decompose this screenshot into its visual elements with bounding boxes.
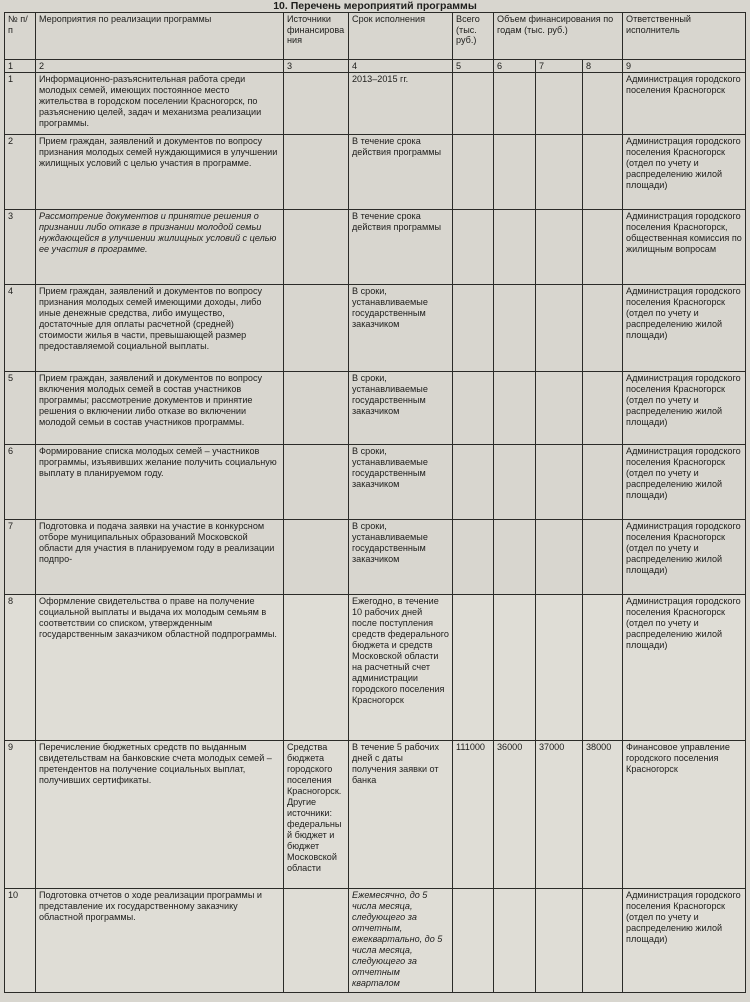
row-y1 [494, 372, 536, 445]
row-num: 5 [5, 372, 36, 445]
row-event: Прием граждан, заявлений и документов по вопросу включения молодых семей в состав участников программы; рассмотрение документов и принятие решения о включении либо отказе во включении молодой семьи в состав участников программы. [36, 372, 284, 445]
header-num: № п/п [5, 13, 36, 60]
row-y1 [494, 445, 536, 520]
row-source [284, 285, 349, 372]
header-row [5, 13, 746, 60]
table-row [5, 210, 746, 285]
row-source: Средства бюджета городского поселения Красногорск. Другие источники: федеральный бюджет и бюджет Московской области [284, 741, 349, 889]
row-y1 [494, 135, 536, 210]
row-num: 4 [5, 285, 36, 372]
row-responsible: Финансовое управление городского поселения Красногорск [623, 741, 746, 889]
header-term: Срок исполнения [349, 13, 453, 60]
row-source [284, 372, 349, 445]
header-event: Мероприятия по реализации программы [36, 13, 284, 60]
page-title: 10. Перечень мероприятий программы [273, 0, 477, 12]
table-row [5, 741, 746, 889]
row-source [284, 889, 349, 993]
row-y2 [536, 520, 583, 595]
table-row [5, 595, 746, 741]
row-event: Рассмотрение документов и принятие решения о признании либо отказе в признании молодой семьи нуждающейся в улучшении жилищных условий с целью ее участия в программе. [36, 210, 284, 285]
row-term: В течение 5 рабочих дней с даты получения заявки от банка [349, 741, 453, 889]
col-number: 2 [36, 60, 284, 73]
row-num: 1 [5, 73, 36, 135]
row-term: В сроки, устанавливаемые государственным заказчиком [349, 520, 453, 595]
row-y1 [494, 889, 536, 993]
col-number: 4 [349, 60, 453, 73]
row-term: В течение срока действия программы [349, 135, 453, 210]
row-y3 [583, 73, 623, 135]
row-responsible: Администрация городского поселения Красногорск (отдел по учету и распределению жилой площади) [623, 285, 746, 372]
row-y3 [583, 285, 623, 372]
row-total [453, 889, 494, 993]
header-total: Всего (тыс. руб.) [453, 13, 494, 60]
row-responsible: Администрация городского поселения Красногорск, общественная комиссия по жилищным вопросам [623, 210, 746, 285]
column-number-row [5, 60, 746, 73]
row-y2 [536, 73, 583, 135]
col-number: 3 [284, 60, 349, 73]
row-y1 [494, 595, 536, 741]
row-y3 [583, 135, 623, 210]
row-total: 111000 [453, 741, 494, 889]
table-row [5, 135, 746, 210]
row-y3 [583, 210, 623, 285]
row-term: Ежегодно, в течение 10 рабочих дней после поступления средств федерального бюджета и средств Московской области на расчетный счет администрации городского поселения Красногорск [349, 595, 453, 741]
row-responsible: Администрация городского поселения Красногорск (отдел по учету и распределению жилой площади) [623, 135, 746, 210]
row-source [284, 210, 349, 285]
row-event: Подготовка и подача заявки на участие в конкурсном отборе муниципальных образований Московской области для участия в планируемом году в реализации подпро- [36, 520, 284, 595]
row-y1 [494, 520, 536, 595]
row-event: Оформление свидетельства о праве на получение социальной выплаты и выдача их молодым семьям в соответствии со списком, утвержденным государственным заказчиком областной подпрограммы. [36, 595, 284, 741]
header-responsible: Ответственный исполнитель [623, 13, 746, 60]
row-source [284, 595, 349, 741]
row-total [453, 372, 494, 445]
row-responsible: Администрация городского поселения Красногорск [623, 73, 746, 135]
row-term: В сроки, устанавливаемые государственным заказчиком [349, 445, 453, 520]
row-total [453, 135, 494, 210]
row-term: В сроки, устанавливаемые государственным заказчиком [349, 285, 453, 372]
row-total [453, 210, 494, 285]
row-event: Информационно-разъяснительная работа среди молодых семей, имеющих постоянное место жительства в городском поселении Красногорск, по разъяснению целей, задач и механизма реализации программы. [36, 73, 284, 135]
row-y2 [536, 210, 583, 285]
row-responsible: Администрация городского поселения Красногорск (отдел по учету и распределению жилой площади) [623, 889, 746, 993]
row-total [453, 595, 494, 741]
row-y1 [494, 73, 536, 135]
row-num: 2 [5, 135, 36, 210]
events-table [4, 12, 746, 993]
row-source [284, 520, 349, 595]
table-row [5, 372, 746, 445]
row-event: Перечисление бюджетных средств по выданным свидетельствам на банковские счета молодых семей – претендентов на получение социальных выплат, получивших сертификаты. [36, 741, 284, 889]
header-volume: Объем финансирования по годам (тыс. руб.) [494, 13, 623, 60]
table-row [5, 889, 746, 993]
row-responsible: Администрация городского поселения Красногорск (отдел по учету и распределению жилой площади) [623, 445, 746, 520]
col-number: 8 [583, 60, 623, 73]
row-y1 [494, 210, 536, 285]
row-num: 6 [5, 445, 36, 520]
row-source [284, 73, 349, 135]
col-number: 7 [536, 60, 583, 73]
row-y1: 36000 [494, 741, 536, 889]
row-y2 [536, 445, 583, 520]
row-y2 [536, 595, 583, 741]
row-y3 [583, 372, 623, 445]
row-term: Ежемесячно, до 5 числа месяца, следующего за отчетным, ежеквартально, до 5 числа месяца, следующего за отчетным кварталом [349, 889, 453, 993]
row-total [453, 73, 494, 135]
row-y3 [583, 520, 623, 595]
row-source [284, 445, 349, 520]
row-y2 [536, 372, 583, 445]
row-num: 9 [5, 741, 36, 889]
row-event: Прием граждан, заявлений и документов по вопросу признания молодых семей имеющими доходы, либо иные денежные средства, либо имущество, достаточные для оплаты расчетной (средней) стоимости жилья в части, превышающей размер предоставляемой социальной выплаты. [36, 285, 284, 372]
row-y2 [536, 889, 583, 993]
row-y2 [536, 135, 583, 210]
table-row [5, 520, 746, 595]
col-number: 9 [623, 60, 746, 73]
row-num: 10 [5, 889, 36, 993]
row-y3: 38000 [583, 741, 623, 889]
header-sources: Источники финансирования [284, 13, 349, 60]
table-row [5, 285, 746, 372]
row-y3 [583, 889, 623, 993]
row-event: Формирование списка молодых семей – участников программы, изъявивших желание получить социальную выплату в планируемом году. [36, 445, 284, 520]
row-num: 3 [5, 210, 36, 285]
col-number: 5 [453, 60, 494, 73]
row-y2: 37000 [536, 741, 583, 889]
row-num: 8 [5, 595, 36, 741]
col-number: 1 [5, 60, 36, 73]
row-total [453, 520, 494, 595]
row-term: 2013–2015 гг. [349, 73, 453, 135]
table-row [5, 73, 746, 135]
row-term: В сроки, устанавливаемые государственным заказчиком [349, 372, 453, 445]
row-y3 [583, 445, 623, 520]
row-event: Прием граждан, заявлений и документов по вопросу признания молодых семей нуждающимися в улучшении жилищных условий с целью участия в программе. [36, 135, 284, 210]
row-num: 7 [5, 520, 36, 595]
col-number: 6 [494, 60, 536, 73]
row-y3 [583, 595, 623, 741]
row-y2 [536, 285, 583, 372]
row-total [453, 285, 494, 372]
row-source [284, 135, 349, 210]
row-y1 [494, 285, 536, 372]
row-event: Подготовка отчетов о ходе реализации программы и представление их государственному заказчику областной программы. [36, 889, 284, 993]
row-responsible: Администрация городского поселения Красногорск (отдел по учету и распределению жилой площади) [623, 595, 746, 741]
row-responsible: Администрация городского поселения Красногорск (отдел по учету и распределению жилой площади) [623, 372, 746, 445]
row-total [453, 445, 494, 520]
row-responsible: Администрация городского поселения Красногорск (отдел по учету и распределению жилой площади) [623, 520, 746, 595]
table-row [5, 445, 746, 520]
row-term: В течение срока действия программы [349, 210, 453, 285]
